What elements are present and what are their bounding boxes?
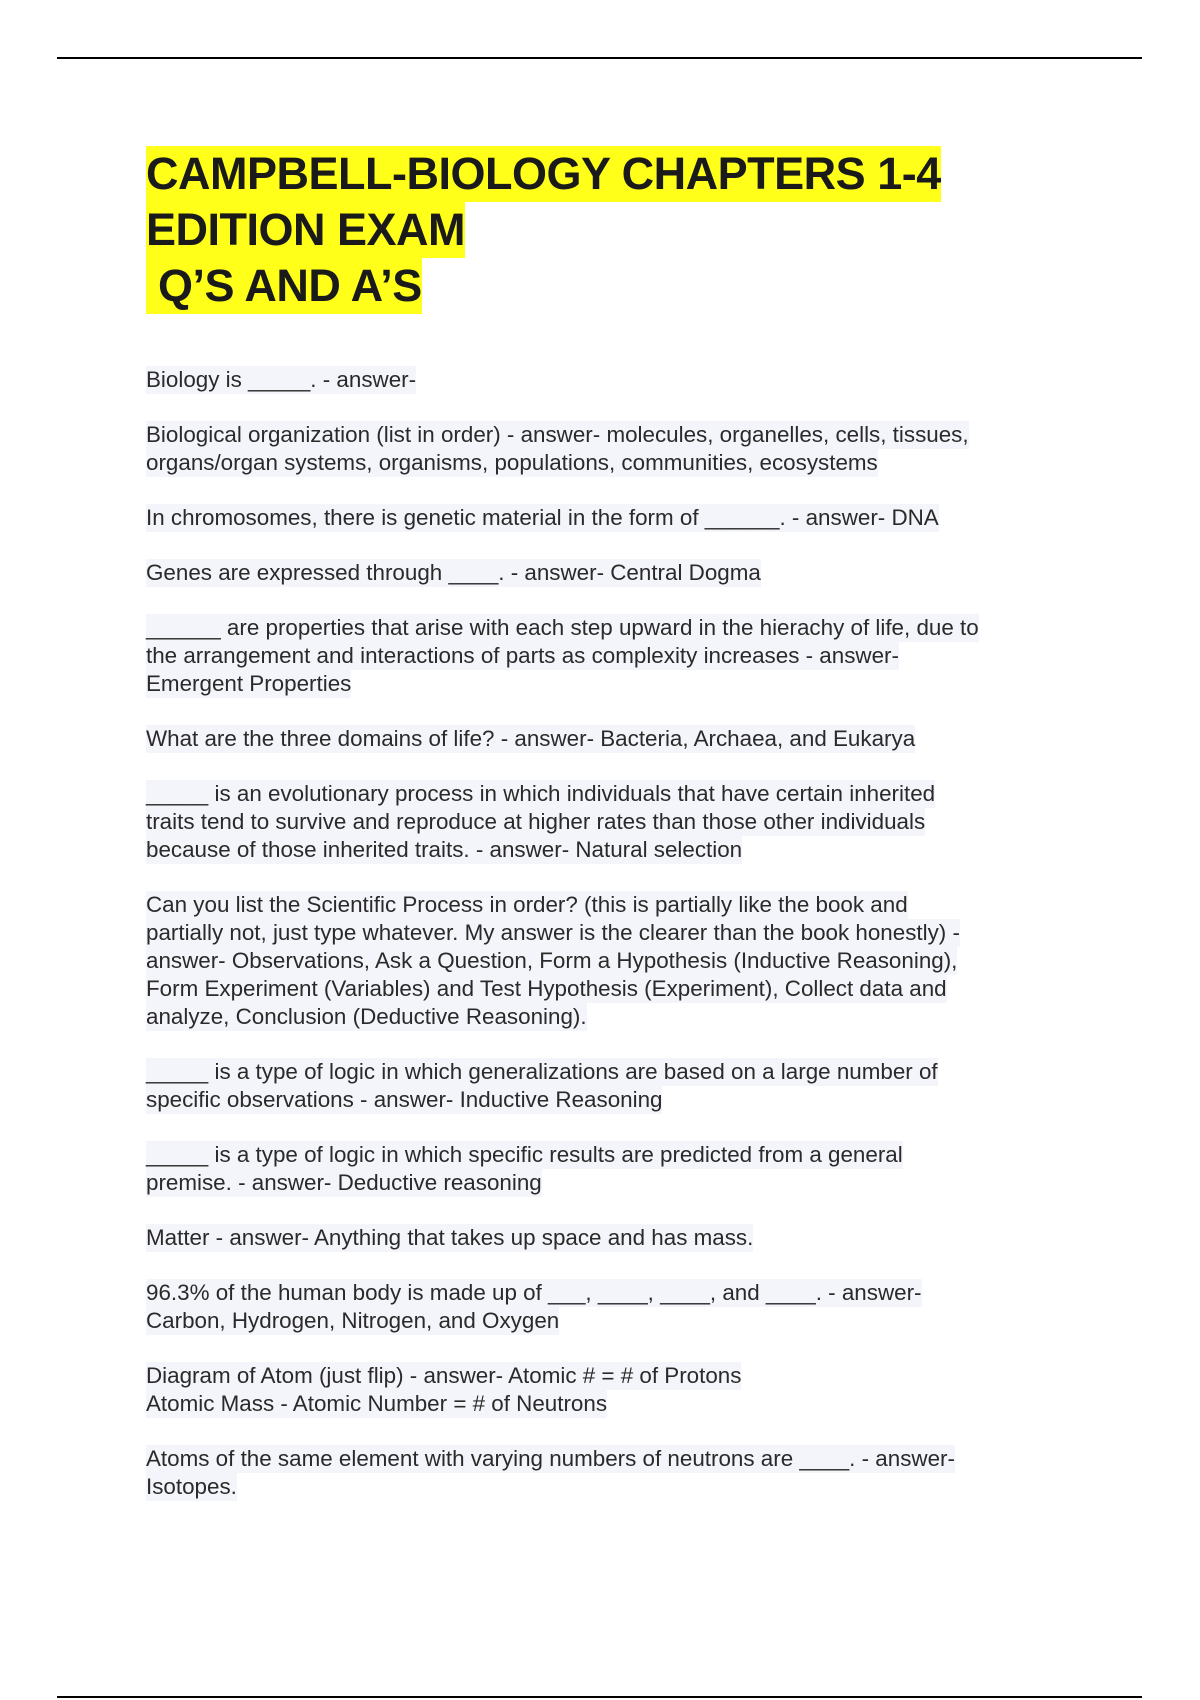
qa-line: the arrangement and interactions of parts as complexity increases - answer- [146,643,899,668]
document-title [146,146,1076,314]
qa-line: organs/organ systems, organisms, populations, communities, ecosystems [146,450,878,475]
qa-line: because of those inherited traits. - answer- Natural selection [146,837,743,862]
qa-item [146,559,1076,587]
qa-line: _____ is a type of logic in which generalizations are based on a large number of [146,1059,938,1084]
qa-line: _____ is a type of logic in which specific results are predicted from a general [146,1142,903,1167]
qa-line: Genes are expressed through ____. - answer- Central Dogma [146,560,761,585]
qa-line: Isotopes. [146,1474,237,1499]
qa-item [146,1224,1076,1252]
qa-item [146,421,1076,477]
qa-line: Can you list the Scientific Process in order? (this is partially like the book and [146,892,908,917]
qa-item [146,1362,1076,1418]
qa-list [146,366,1076,1501]
qa-line: traits tend to survive and reproduce at higher rates than those other individuals [146,809,926,834]
qa-item [146,1141,1076,1197]
qa-line: Atomic Mass - Atomic Number = # of Neutrons [146,1391,608,1416]
qa-line: Carbon, Hydrogen, Nitrogen, and Oxygen [146,1308,560,1333]
qa-line: 96.3% of the human body is made up of ___, ____, ____, and ____. - answer- [146,1280,922,1305]
qa-line: answer- Observations, Ask a Question, Form a Hypothesis (Inductive Reasoning), [146,948,958,973]
title-line: CAMPBELL-BIOLOGY CHAPTERS 1-4 [146,146,941,202]
qa-line: Diagram of Atom (just flip) - answer- Atomic # = # of Protons [146,1363,742,1388]
qa-item [146,614,1076,698]
qa-item [146,725,1076,753]
qa-line: _____ is an evolutionary process in which individuals that have certain inherited [146,781,936,806]
document-body [146,146,1076,1528]
qa-item [146,1058,1076,1114]
footer-rule [57,1696,1142,1698]
qa-line: premise. - answer- Deductive reasoning [146,1170,542,1195]
qa-line: analyze, Conclusion (Deductive Reasoning). [146,1004,587,1029]
qa-line: Biology is _____. - answer- [146,367,417,392]
qa-line: What are the three domains of life? - answer- Bacteria, Archaea, and Eukarya [146,726,916,751]
qa-item [146,1445,1076,1501]
qa-item [146,1279,1076,1335]
qa-line: Matter - answer- Anything that takes up space and has mass. [146,1225,754,1250]
title-line: Q’S AND A’S [146,258,422,314]
qa-item [146,780,1076,864]
qa-item [146,504,1076,532]
qa-line: Emergent Properties [146,671,352,696]
qa-line: Form Experiment (Variables) and Test Hypothesis (Experiment), Collect data and [146,976,947,1001]
qa-line: In chromosomes, there is genetic material in the form of ______. - answer- DNA [146,505,939,530]
qa-line: Atoms of the same element with varying numbers of neutrons are ____. - answer- [146,1446,955,1471]
qa-line: specific observations - answer- Inductive Reasoning [146,1087,663,1112]
qa-item [146,366,1076,394]
qa-line: ______ are properties that arise with each step upward in the hierachy of life, due to [146,615,979,640]
header-rule [57,57,1142,59]
title-line: EDITION EXAM [146,202,465,258]
qa-line: Biological organization (list in order) - answer- molecules, organelles, cells, tissues, [146,422,969,447]
qa-line: partially not, just type whatever. My answer is the clearer than the book honestly) - [146,920,960,945]
qa-item [146,891,1076,1031]
